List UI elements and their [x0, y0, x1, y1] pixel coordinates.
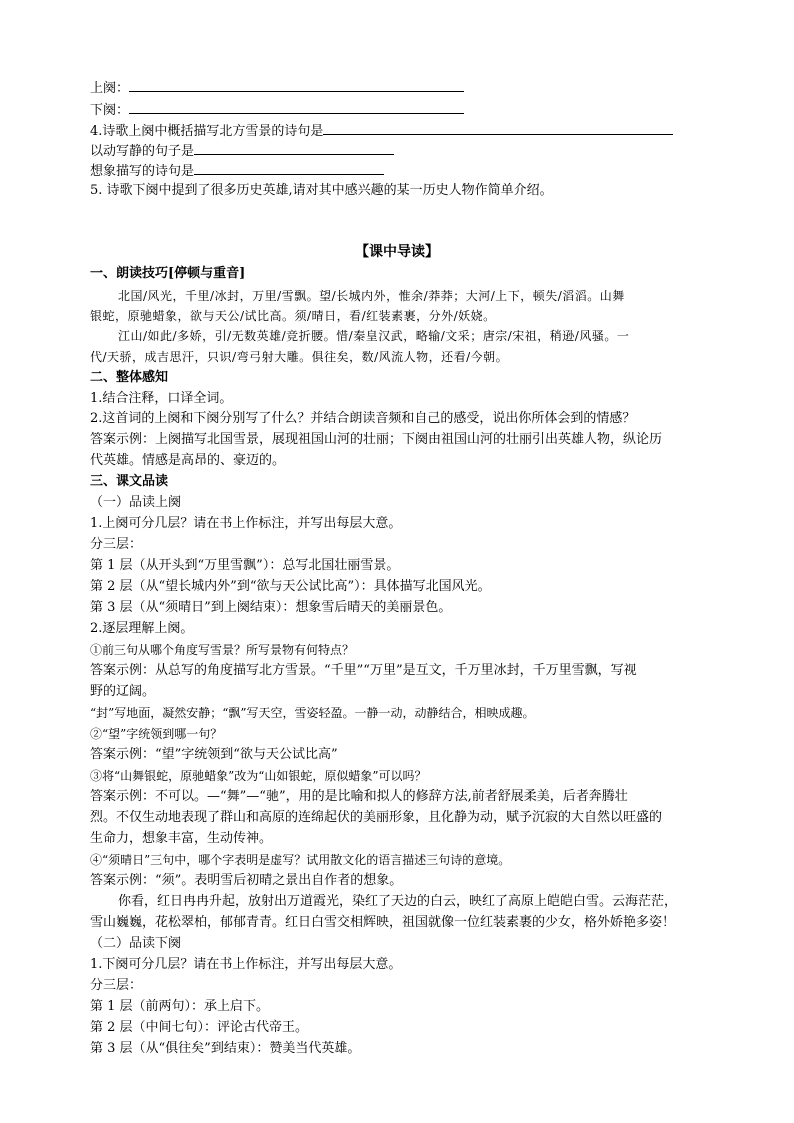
p2-layer-2: 第 2 层（中间七句）：评论古代帝王。: [90, 1020, 309, 1035]
p1-q1: 1.上阕可分几层？请在书上作标注，并写出每层大意。: [90, 516, 402, 531]
q4-dong-label: 以动写静的句子是: [90, 144, 195, 159]
p2-layers: 分三层：: [90, 978, 143, 993]
q4-dong-line: [90, 141, 394, 161]
text-reading-heading: 三、课文品读: [90, 474, 169, 489]
sub-q4-para-2: 雪山巍巍，花松翠柏，郁郁青青。红日白雪交相辉映，祖国就像一位红装素裹的少女，格外娇艳多姿！: [90, 915, 676, 930]
q4-dong-blank[interactable]: [194, 141, 394, 155]
sub-q1-answer-3: “封”写地面，凝然安静；“飘”写天空，雪姿轻盈。一静一动，动静结合，相映成趣。: [90, 706, 535, 720]
p1-layer-2: 第 2 层（从“望长城内外”到“欲与天公试比高”）：具体描写北国风光。: [90, 579, 491, 594]
overall-q1: 1.结合注释，口译全词。: [90, 391, 233, 406]
sub-q1-answer-2: 野的辽阔。: [90, 684, 156, 699]
sub-q4-answer: 答案示例：“须”。表明雪后初晴之景出自作者的想象。: [90, 873, 403, 888]
q4-line: [90, 121, 673, 141]
p1-layer-1: 第 1 层（从开头到“万里雪飘”）：总写北国壮丽雪景。: [90, 558, 400, 573]
overall-answer-2: 代英雄。情感是高昂的、豪迈的。: [90, 453, 286, 468]
sub-q4: ④“须晴日”三句中，哪个字表明是虚写？试用散文化的语言描述三句诗的意境。: [90, 853, 511, 867]
overall-heading: 二、整体感知: [90, 370, 169, 385]
reading-heading: 一、朗读技巧[停顿与重音]: [90, 266, 246, 281]
section-title: 【课中导读】: [355, 244, 439, 260]
poem-line-1: 北国/风光，千里/冰封，万里/雪飘。望/长城内外，惟余/莽莽；大河/上下，顿失/滔滔。山舞: [118, 289, 625, 303]
p1-layers: 分三层：: [90, 537, 143, 552]
p1-q2: 2.逐层理解上阕。: [90, 621, 194, 636]
sub-q3-answer-2: 烈。不仅生动地表现了群山和高原的连绵起伏的美丽形象，且化静为动，赋予沉寂的大自然以旺盛的: [90, 810, 663, 825]
q4-blank[interactable]: [323, 121, 673, 135]
sub-q2: ②“望”字统领到哪一句？: [90, 727, 223, 741]
q4-text: 4.诗歌上阕中概括描写北方雪景的诗句是: [90, 124, 324, 139]
part1-heading: （一）品读上阕: [90, 495, 182, 510]
sub-q1-answer-1: 答案示例：从总写的角度描写北方雪景。“千里”“万里”是互文，千万里冰封，千万里雪飘，写视: [90, 663, 637, 678]
sub-q4-para-1: 你看，红日冉冉升起，放射出万道霞光，染红了天边的白云，映红了高原上皑皑白雪。云海茫茫，: [118, 894, 678, 909]
sub-q1: ①前三句从哪个角度写雪景？所写景物有何特点？: [90, 643, 355, 657]
xiaque-blank[interactable]: [129, 100, 464, 114]
p2-layer-1: 第 1 层（前两句）：承上启下。: [90, 999, 270, 1014]
sub-q3: ③将“山舞银蛇，原驰蜡象”改为“山如银蛇，原似蜡象”可以吗？: [90, 769, 427, 783]
q5-text: 5. 诗歌下阕中提到了很多历史英雄,请对其中感兴趣的某一历史人物作简单介绍。: [90, 183, 553, 198]
q4-xiang-line: [90, 161, 384, 181]
shangque-blank[interactable]: [129, 78, 464, 92]
poem-line-4: 代/天骄，成吉思汗，只识/弯弓射大雕。俱往矣，数/风流人物，还看/今朝。: [90, 350, 509, 364]
overall-answer-1: 答案示例：上阕描写北国雪景，展现祖国山河的壮丽；下阕由祖国山河的壮丽引出英雄人物，纵论历: [90, 432, 663, 447]
sub-q2-answer: 答案示例：“望”字统领到“欲与天公试比高”: [90, 747, 338, 762]
sub-q3-answer-1: 答案示例：不可以。—“舞”—“驰”，用的是比喻和拟人的修辞方法,前者舒展柔美，后者奔腾壮: [90, 789, 628, 804]
shangque-label: 上阕：: [90, 81, 130, 96]
poem-line-3: 江山/如此/多娇，引/无数英雄/竞折腰。惜/秦皇汉武，略输/文采；唐宗/宋祖，稍逊/风骚。一: [118, 329, 630, 343]
part2-heading: （二）品读下阕: [90, 936, 182, 951]
p1-layer-3: 第 3 层（从“须晴日”到上阕结束）：想象雪后晴天的美丽景色。: [90, 600, 452, 615]
overall-q2: 2.这首词的上阕和下阕分别写了什么？并结合朗读音频和自己的感受，说出你所体会到的情感？: [90, 411, 636, 426]
xiaque-line: [90, 100, 464, 120]
xiaque-label: 下阕：: [90, 103, 130, 118]
q4-xiang-label: 想象描写的诗句是: [90, 164, 195, 179]
q4-xiang-blank[interactable]: [194, 161, 384, 175]
p2-layer-3: 第 3 层（从“俱往矣”到结束）：赞美当代英雄。: [90, 1041, 361, 1056]
shangque-line: [90, 78, 464, 98]
p2-q1: 1.下阕可分几层？请在书上作标注，并写出每层大意。: [90, 957, 402, 972]
poem-line-2: 银蛇，原驰蜡象，欲与天公/试比高。须/晴日，看/红装素裹，分外/妖娆。: [90, 309, 496, 323]
sub-q3-answer-3: 生命力，想象丰富，生动传神。: [90, 831, 273, 846]
